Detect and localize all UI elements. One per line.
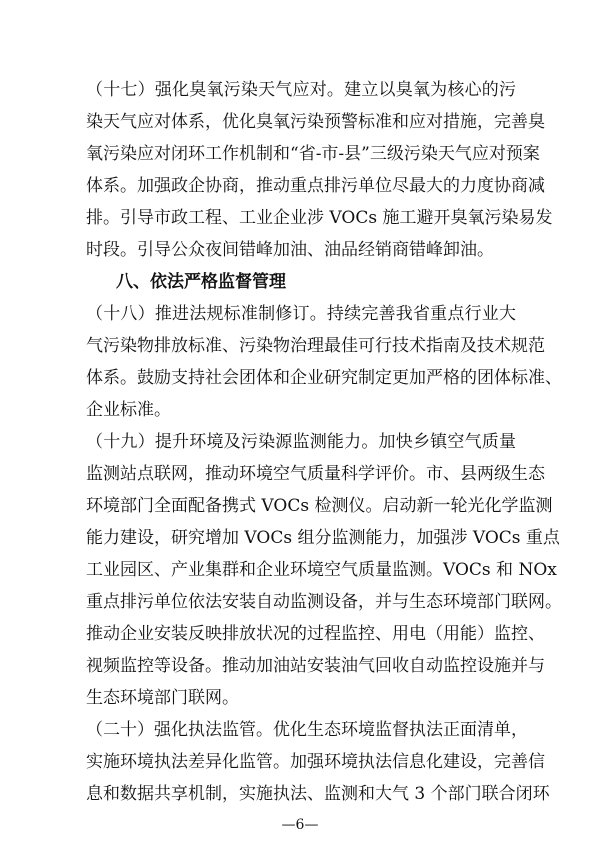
section-18-line-1: （十八）推进法规标准制修订。持续完善我省重点行业大 — [86, 304, 516, 324]
section-20-line-3: 息和数据共享机制，实施执法、监测和大气 3 个部门联合闭环 — [86, 784, 550, 804]
section-17-line-1: （十七）强化臭氧污染天气应对。建立以臭氧为核心的污 — [86, 80, 516, 100]
section-18-line-4: 企业标准。 — [86, 400, 171, 420]
section-20-line-1: （二十）强化执法监管。优化生态环境监督执法正面清单， — [86, 720, 528, 740]
section-19-line-6: 重点排污单位依法安装自动监测设备，并与生态环境部门联网。 — [86, 592, 562, 612]
chapter-8-heading: 八、依法严格监督管理 — [116, 272, 286, 292]
page-number: —6— — [281, 817, 319, 833]
section-19-line-3: 环境部门全面配备携式 VOCs 检测仪。启动新一轮光化学监测 — [86, 496, 553, 516]
section-17-line-2: 染天气应对体系，优化臭氧污染预警标准和应对措施，完善臭 — [86, 112, 545, 132]
section-18-line-3: 体系。鼓励支持社会团体和企业研究制定更加严格的团体标准、 — [86, 368, 562, 388]
section-17-line-3: 氧污染应对闭环工作机制和“省-市-县”三级污染天气应对预案 — [86, 144, 540, 164]
section-19-line-8: 视频监控等设备。推动加油站安装油气回收自动监控设施并与 — [86, 656, 545, 676]
section-19-line-7: 推动企业安装反映排放状况的过程监控、用电（用能）监控、 — [86, 624, 545, 644]
section-19-line-2: 监测站点联网，推动环境空气质量科学评价。市、县两级生态 — [86, 464, 545, 484]
section-17-line-5: 排。引导市政工程、工业企业涉 VOCs 施工避开臭氧污染易发 — [86, 208, 553, 228]
section-19-line-1: （十九）提升环境及污染源监测能力。加快乡镇空气质量 — [86, 432, 516, 452]
section-20-line-2: 实施环境执法差异化监管。加强环境执法信息化建设，完善信 — [86, 752, 545, 772]
section-19-line-9: 生态环境部门联网。 — [86, 688, 239, 708]
section-19-line-5: 工业园区、产业集群和企业环境空气质量监测。VOCs 和 NOx — [86, 560, 557, 580]
section-18-line-2: 气污染物排放标准、污染物治理最佳可行技术指南及技术规范 — [86, 336, 545, 356]
section-17-line-6: 时段。引导公众夜间错峰加油、油品经销商错峰卸油。 — [86, 240, 494, 260]
section-19-line-4: 能力建设，研究增加 VOCs 组分监测能力，加强涉 VOCs 重点 — [86, 528, 560, 548]
section-17-line-4: 体系。加强政企协商，推动重点排污单位尽最大的力度协商减 — [86, 176, 545, 196]
